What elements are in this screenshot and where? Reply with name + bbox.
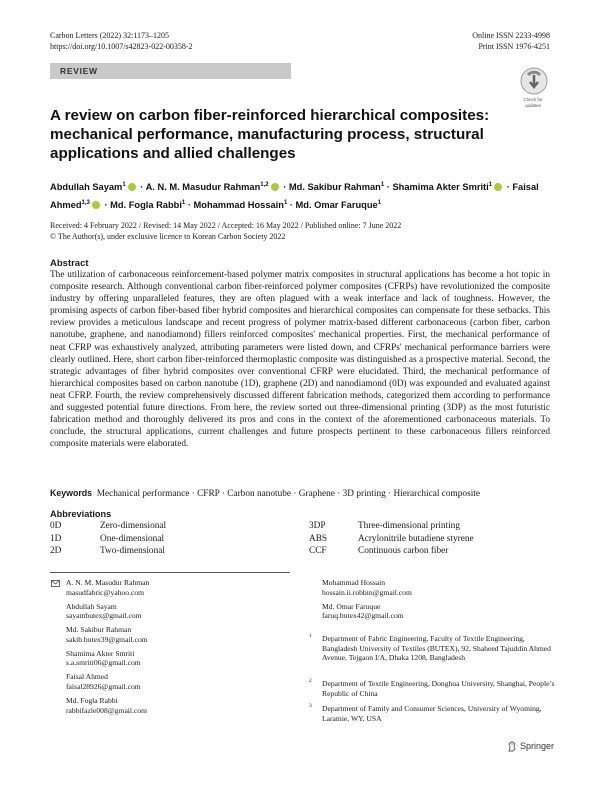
check-for-updates-label: Check for updates <box>523 97 543 108</box>
author-separator: · <box>185 200 194 211</box>
contact-entry <box>322 602 404 621</box>
abbreviation-term: ABS <box>309 533 328 544</box>
keywords <box>50 487 550 500</box>
abbreviation-definition: Acrylonitrile butadiene styrene <box>358 533 474 544</box>
check-for-updates-icon[interactable] <box>518 66 550 96</box>
affiliation-text: Department of Fabric Engineering, Faculty of Textile Engineering, Bangladesh University of Textiles (BUTEX), 92, Shaheed Tajuddin Ahmed Avenue, Tejgaon I/A, Dhaka 1208, Bangladesh <box>322 634 551 663</box>
author <box>289 182 393 192</box>
contact-email[interactable]: sayambutex@gmail.com <box>66 611 142 621</box>
author-affiliation-marker: 1 <box>488 182 493 188</box>
author-affiliation-marker: 1 <box>122 182 126 188</box>
article-title: A review on carbon fiber-reinforced hierarchical composites: mechanical performance, manufacturing process, structural applications and allied challenges <box>50 107 490 162</box>
author-separator: · <box>137 182 146 193</box>
author-name: Md. Fogla Rabbi <box>110 200 182 211</box>
author <box>146 182 289 192</box>
affiliation-text: Department of Textile Engineering, Donghua University, Shanghai, People’s Republic of China <box>322 679 555 698</box>
abbreviation-definition: Zero-dimensional <box>100 521 167 531</box>
author-name: Shamima Akter Smriti <box>392 182 489 193</box>
author-name: Md. Omar Faruque <box>295 200 378 211</box>
contact-name: Abdullah Sayam <box>66 601 117 611</box>
affiliation-text: Department of Family and Consumer Sciences, University of Wyoming, Laramie, WY, USA <box>322 704 542 723</box>
contact-entry <box>66 649 141 668</box>
abbreviation-term: 3DP <box>309 521 326 531</box>
contact-entry <box>66 625 148 644</box>
doi-link[interactable]: https://doi.org/10.1007/s42823-022-00358-2 <box>50 42 193 51</box>
contact-entry <box>66 602 142 621</box>
author-separator: · <box>287 200 296 211</box>
affiliation-number: 3 <box>309 703 312 709</box>
abstract-text: The utilization of carbonaceous reinforcement-based polymer matrix composites in structural applications has become a hot topic in composite research. Although conventional carbon fiber-reinforced polymer composites (CFRPs) have revolutionized the composite industry by offering unparalleled features, they are often plagued with a weak interface and lack of toughness. However, the promising aspects of carbon fiber-based fiber hybrid composites and hierarchical composites can compensate for these setbacks. This review provides a meticulous landscape and recent progress of polymer matrix-based different carbonaceous (carbon fiber, carbon nanotube, graphene, and nanodiamond) fillers reinforced composites' mechanical properties. First, the mechanical performance of neat CFRP was exhaustively analyzed, attributing parameters were listed down, and CFRPs' mechanical performance barriers were clearly outlined. Here, short carbon fiber-reinforced thermoplastic composite was distinguished as a prospective material. Second, the strategic advantages of fiber hybrid composites over conventional CFRP were elucidated. Third, the mechanical performance of hierarchical composites based on carbon nanotube (1D), graphene (2D) and nanodiamond (0D) was expounded and evaluated against neat CFRP. Fourth, the review comprehensively discussed different fabrication methods, categorized them according to performance and suggested potential future directions. From here, the review sorted out three-dimensional printing (3DP) as the most futuristic fabrication method and thoroughly delivered its pros and cons in the context of the aforementioned carbonaceous materials. To conclude, the structural applications, current challenges and future prospects pertinent to these carbonaceous fillers reinforced composite materials were elaborated. <box>50 270 550 450</box>
orcid-icon[interactable] <box>271 183 279 191</box>
contact-email[interactable]: s.a.smriti06@gmail.com <box>66 658 141 668</box>
abstract-heading: Abstract <box>50 258 89 269</box>
section-label: REVIEW <box>60 66 98 76</box>
author <box>392 182 512 192</box>
abbreviations-heading: Abbreviations <box>50 509 112 519</box>
affiliation-number: 2 <box>309 678 312 684</box>
envelope-icon <box>51 580 60 587</box>
abbreviation-definition: One-dimensional <box>100 533 165 544</box>
copyright-line: © The Author(s), under exclusive licence to Korean Carbon Society 2022 <box>50 232 286 241</box>
contact-email[interactable]: hossain.ii.robbin@gmail.com <box>322 587 412 597</box>
orcid-icon[interactable] <box>128 183 136 191</box>
author-name: A. N. M. Masudur Rahman <box>145 182 261 193</box>
keywords-heading: Keywords <box>50 488 93 498</box>
abbreviation-definition: Continuous carbon fiber <box>358 546 449 556</box>
author <box>296 200 381 210</box>
abbreviation-term: CCF <box>309 546 327 556</box>
contact-name: Md. Sakibur Rahman <box>66 625 132 635</box>
abbreviation-definition: Two-dimensional <box>100 546 165 556</box>
contact-entry <box>322 578 412 597</box>
footnote-divider <box>50 572 290 573</box>
contact-name: Faisal Ahmed <box>66 672 108 682</box>
author-affiliation-marker: 1 <box>283 200 288 207</box>
keywords-list: Mechanical performance · CFRP · Carbon nanotube · Graphene · 3D printing · Hierarchical composite <box>96 489 480 499</box>
author-name: Mohammad Hossain <box>193 200 284 211</box>
orcid-icon[interactable] <box>494 183 502 191</box>
history-dates: Received: 4 February 2022 / Revised: 14 May 2022 / Accepted: 16 May 2022 / Published online: 7 June 2022 <box>50 221 402 230</box>
author-affiliation-marker: 1,2 <box>260 182 269 188</box>
publisher-logo-text: Springer <box>520 741 555 751</box>
journal-citation <box>50 30 193 52</box>
contact-email[interactable]: faisal28926@gmail.com <box>66 681 141 691</box>
author-separator: · <box>101 200 111 211</box>
contact-entry <box>66 578 149 597</box>
author <box>110 200 193 210</box>
author-list <box>50 177 550 213</box>
contact-email[interactable]: sakib.butex39@gmail.com <box>66 634 148 644</box>
section-banner <box>50 63 291 79</box>
abbreviation-term: 1D <box>50 533 62 544</box>
abbreviation-term: 0D <box>50 521 62 531</box>
author-affiliation-marker: 1 <box>377 200 382 207</box>
abbreviation-definition: Three-dimensional printing <box>358 521 460 531</box>
author <box>194 200 296 210</box>
affiliation-number: 1 <box>309 633 312 639</box>
contact-name: Md. Fogla Rabbi <box>66 696 118 705</box>
contact-entry <box>66 696 147 715</box>
contact-name: Md. Omar Faruque <box>322 601 381 611</box>
contact-name: A. N. M. Masudur Rahman <box>66 578 150 587</box>
author <box>50 182 146 192</box>
contact-email[interactable]: masudfabric@yahoo.com <box>66 587 145 597</box>
orcid-icon[interactable] <box>92 201 100 209</box>
author-name: Faisal Ahmed <box>50 182 539 211</box>
author-separator: · <box>384 182 393 193</box>
springer-horse-icon <box>507 741 517 752</box>
author-affiliation-marker: 1,3 <box>81 200 90 207</box>
author-affiliation-marker: 1 <box>380 182 385 188</box>
author-separator: · <box>280 182 289 193</box>
contact-name: Mohammad Hossain <box>322 578 386 587</box>
author-affiliation-marker: 1 <box>181 200 186 207</box>
contact-name: Shamima Akter Smriti <box>66 648 135 658</box>
author-name: Md. Sakibur Rahman <box>288 182 381 193</box>
publication-dates <box>50 220 401 242</box>
contact-email[interactable]: rabbifazle008@gmail.com <box>66 705 148 715</box>
contact-email[interactable]: faruq.butex42@gmail.com <box>322 611 404 621</box>
author-separator: · <box>504 182 513 193</box>
issn-print: Print ISSN 1976-4251 <box>478 42 550 51</box>
issn-block <box>472 30 550 52</box>
abbreviation-term: 2D <box>50 546 62 556</box>
author-name: Abdullah Sayam <box>50 182 123 193</box>
contact-entry <box>66 672 141 691</box>
issn-online: Online ISSN 2233-4998 <box>472 31 550 40</box>
journal-volume: Carbon Letters (2022) 32:1173–1205 <box>50 31 170 40</box>
